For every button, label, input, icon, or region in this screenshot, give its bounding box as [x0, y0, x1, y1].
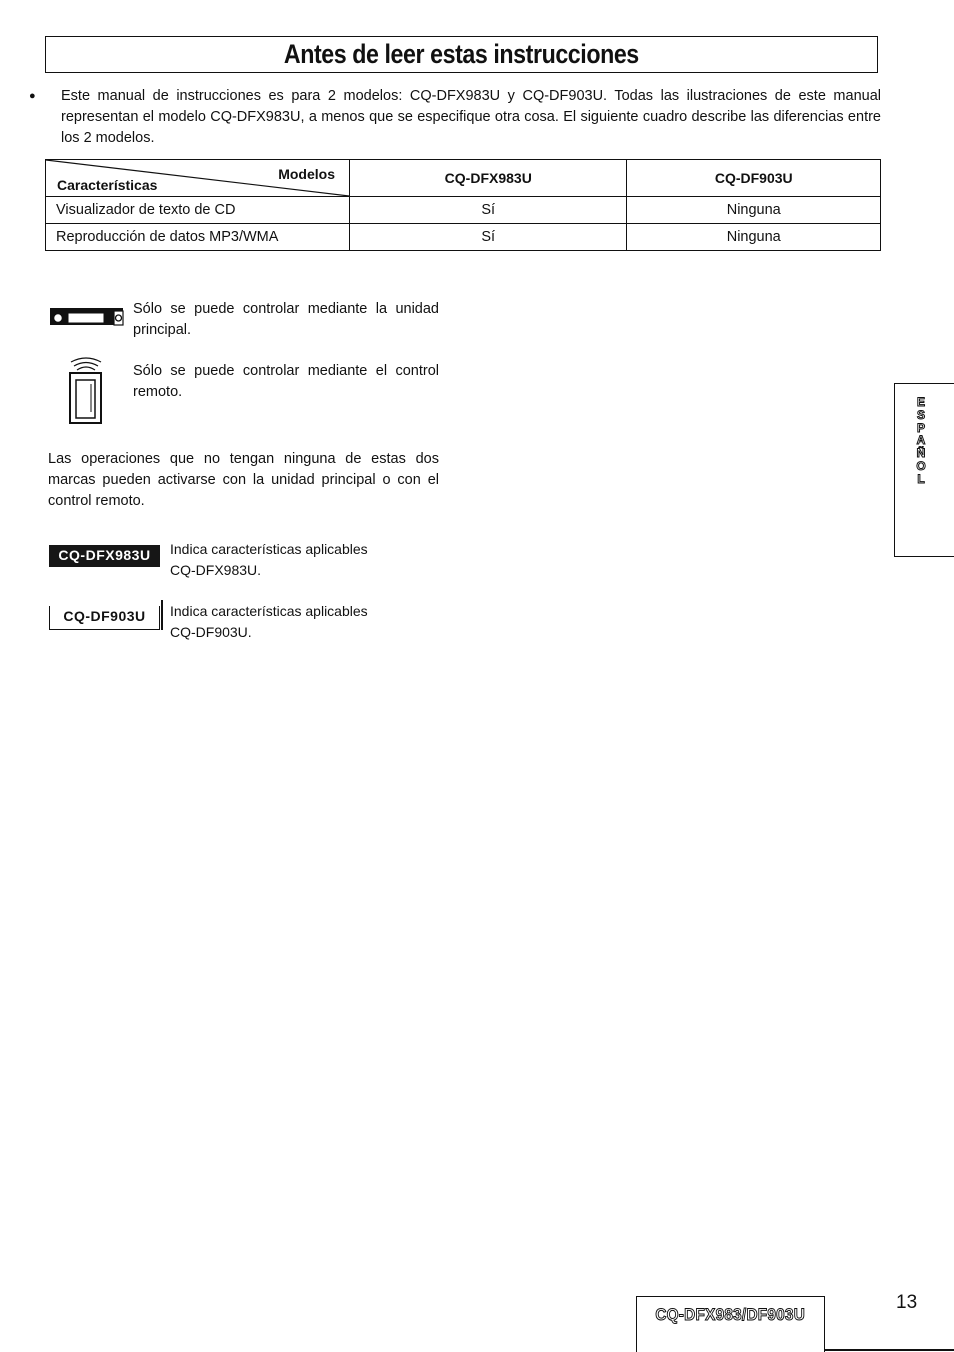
table-header-row [46, 160, 881, 197]
badge-desc-line: CQ-DF903U. [170, 624, 252, 640]
badge-cq-dfx983u: CQ-DFX983U [49, 545, 160, 567]
language-tab [894, 383, 954, 557]
language-letter: L [917, 471, 925, 486]
remote-description: Sólo se puede controlar mediante el control remoto. [133, 363, 439, 400]
row-value-dfx983u: Sí [350, 224, 627, 251]
header-features: Características [57, 177, 158, 193]
badge-cq-df903u: CQ-DF903U [49, 606, 160, 630]
row-feature: Visualizador de texto de CD [46, 197, 350, 224]
badge-dfx983u-description [170, 539, 430, 581]
page-title: Antes de leer estas instrucciones [284, 39, 639, 69]
language-letter: O [916, 458, 926, 473]
main-unit-description: Sólo se puede controlar mediante la unidad principal. [133, 301, 439, 338]
badge-desc-line: Indica características aplicables [170, 603, 368, 619]
remote-control-icon [66, 356, 106, 424]
language-letter: Ñ [916, 446, 926, 461]
model-comparison-table [45, 159, 881, 251]
column-header-dfx983u: CQ-DFX983U [350, 160, 627, 197]
badge-desc-line: CQ-DFX983U. [170, 562, 262, 578]
header-models: Modelos [278, 166, 335, 182]
language-letter: A [916, 433, 926, 448]
operations-note: Las operaciones que no tengan ninguna de estas dos marcas pueden activarse con la unidad principal o con el control remoto. [48, 451, 439, 509]
row-value-df903u: Ninguna [627, 197, 881, 224]
table-row [46, 197, 881, 224]
badge-desc-line: Indica características aplicables [170, 541, 368, 557]
footer-model-box [636, 1296, 825, 1352]
language-letter: P [916, 420, 925, 435]
column-header-df903u: CQ-DF903U [627, 160, 881, 197]
intro-paragraph [29, 86, 881, 149]
car-stereo-icon [49, 306, 124, 326]
footer-model-name: CQ-DFX983/DF903U [655, 1305, 806, 1324]
page-number: 13 [896, 1292, 918, 1313]
footer-rule [825, 1349, 954, 1351]
row-feature: Reproducción de datos MP3/WMA [46, 224, 350, 251]
row-value-df903u: Ninguna [627, 224, 881, 251]
row-value-dfx983u: Sí [350, 197, 627, 224]
language-tab-letters [911, 396, 931, 486]
language-letter: S [916, 407, 925, 422]
bullet-icon: ● [29, 90, 36, 102]
table-row [46, 224, 881, 251]
intro-text: Este manual de instrucciones es para 2 modelos: CQ-DFX983U y CQ-DF903U. Todas las ilustraciones de este manual representan el modelo CQ-DFX983U, a menos que se especifique otra cosa. El siguiente cuadro describe las diferencias entre los 2 modelos. [61, 88, 881, 146]
table-corner-header [46, 160, 350, 197]
title-box [45, 36, 878, 73]
language-letter: E [916, 395, 925, 409]
badge-df903u-description [170, 601, 430, 643]
